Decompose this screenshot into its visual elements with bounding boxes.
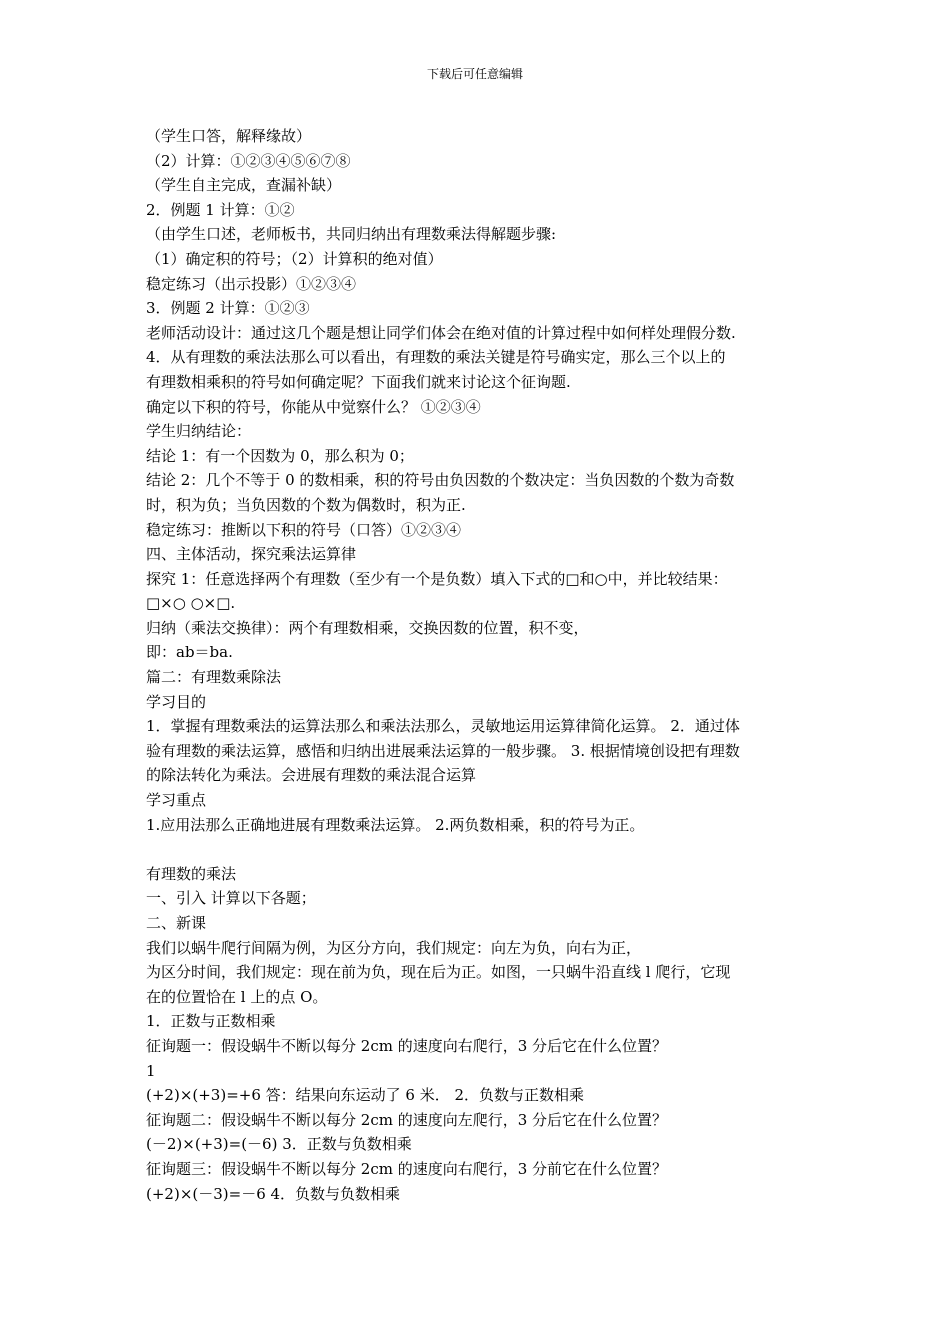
text-line: 学生归纳结论：	[146, 422, 252, 441]
text-line: 我们以蜗牛爬行间隔为例，为区分方向，我们规定：向左为负，向右为正，	[146, 938, 642, 957]
text-line: 征询题二：假设蜗牛不断以每分 2cm 的速度向左爬行，3 分后它在什么位置？	[146, 1110, 668, 1129]
text-line: 1.应用法那么正确地进展有理数乘法运算。 2.两负数相乘，积的符号为正。	[146, 815, 645, 834]
text-line: 有理数相乘积的符号如何确定呢？下面我们就来讨论这个征询题.	[146, 372, 571, 391]
blank-line	[146, 837, 812, 862]
text-line: （学生口答，解释缘故）	[146, 127, 312, 145]
text-line: 1．掌握有理数乘法的运算法那么和乘法法那么，灵敏地运用运算律简化运算。 2．通过体	[146, 717, 740, 736]
text-line: 探究 1：任意选择两个有理数（至少有一个是负数）填入下式的□和○中，并比较结果：	[146, 569, 728, 588]
text-line: （由学生口述，老师板书，共同归纳出有理数乘法得解题步骤:	[146, 225, 557, 244]
text-line: 1	[146, 1061, 156, 1080]
text-line: 学习重点	[146, 791, 207, 810]
text-line: 时，积为负；当负因数的个数为偶数时，积为正.	[146, 495, 466, 514]
text-line: 为区分时间，我们规定：现在前为负，现在后为正。如图，一只蜗牛沿直线 l 爬行，它现	[146, 963, 731, 982]
text-line: 学习目的	[146, 692, 207, 711]
text-line: 二、新课	[146, 914, 207, 932]
text-line: 验有理数的乘法运算，感悟和归纳出进展乘法运算的一般步骤。 3. 根据情境创设把有理数	[146, 741, 740, 760]
text-line: 有理数的乘法	[146, 864, 237, 883]
text-line: 在的位置恰在 l 上的点 O。	[146, 987, 328, 1006]
text-line: 一、引入 计算以下各题；	[146, 889, 316, 908]
text-line: 3．例题 2 计算：①②③	[146, 299, 310, 318]
text-line: 稳定练习（出示投影）①②③④	[146, 274, 357, 293]
text-line: 结论 2：几个不等于 0 的数相乘，积的符号由负因数的个数决定：当负因数的个数为奇数	[146, 471, 735, 490]
text-line: 1．正数与正数相乘	[146, 1012, 276, 1031]
text-line: 归纳（乘法交换律）：两个有理数相乘，交换因数的位置，积不变，	[146, 618, 589, 637]
text-line: （1）确定积的符号；（2）计算积的绝对值）	[146, 249, 443, 268]
text-line: 2．例题 1 计算：①②	[146, 200, 295, 219]
text-line: 老师活动设计：通过这几个题是想让同学们体会在绝对值的计算过程中如何样处理假分数.	[146, 323, 736, 342]
text-line: 征询题三：假设蜗牛不断以每分 2cm 的速度向右爬行，3 分前它在什么位置？	[146, 1159, 668, 1178]
document-body	[146, 124, 812, 1206]
text-line: 四、主体活动，探究乘法运算律	[146, 545, 357, 564]
text-line: 的除法转化为乘法。会进展有理数的乘法混合运算	[146, 766, 477, 785]
text-line: 4．从有理数的乘法法那么可以看出，有理数的乘法关键是符号确实定，那么三个以上的	[146, 348, 726, 367]
text-line: 征询题一：假设蜗牛不断以每分 2cm 的速度向右爬行，3 分后它在什么位置？	[146, 1036, 668, 1055]
text-line: 确定以下积的符号，你能从中觉察什么？ ①②③④	[146, 397, 481, 416]
text-line: 稳定练习：推断以下积的符号（口答）①②③④	[146, 520, 462, 539]
text-line: （学生自主完成，查漏补缺）	[146, 176, 342, 195]
text-line: (+2)×(+3)=+6 答：结果向东运动了 6 米． 2．负数与正数相乘	[146, 1086, 585, 1105]
text-line: （2）计算：①②③④⑤⑥⑦⑧	[146, 151, 351, 170]
text-line: (+2)×(－3)=－6 4．负数与负数相乘	[146, 1184, 401, 1203]
section-title: 篇二：有理数乘除法	[146, 668, 282, 687]
text-line: 即：ab＝ba.	[146, 643, 233, 662]
page-header: 下载后可任意编辑	[426, 67, 523, 81]
text-line: □×○ ○×□.	[146, 594, 236, 613]
text-line: 结论 1：有一个因数为 0，那么积为 0；	[146, 446, 414, 465]
text-line: (－2)×(+3)=(－6) 3．正数与负数相乘	[146, 1135, 412, 1154]
